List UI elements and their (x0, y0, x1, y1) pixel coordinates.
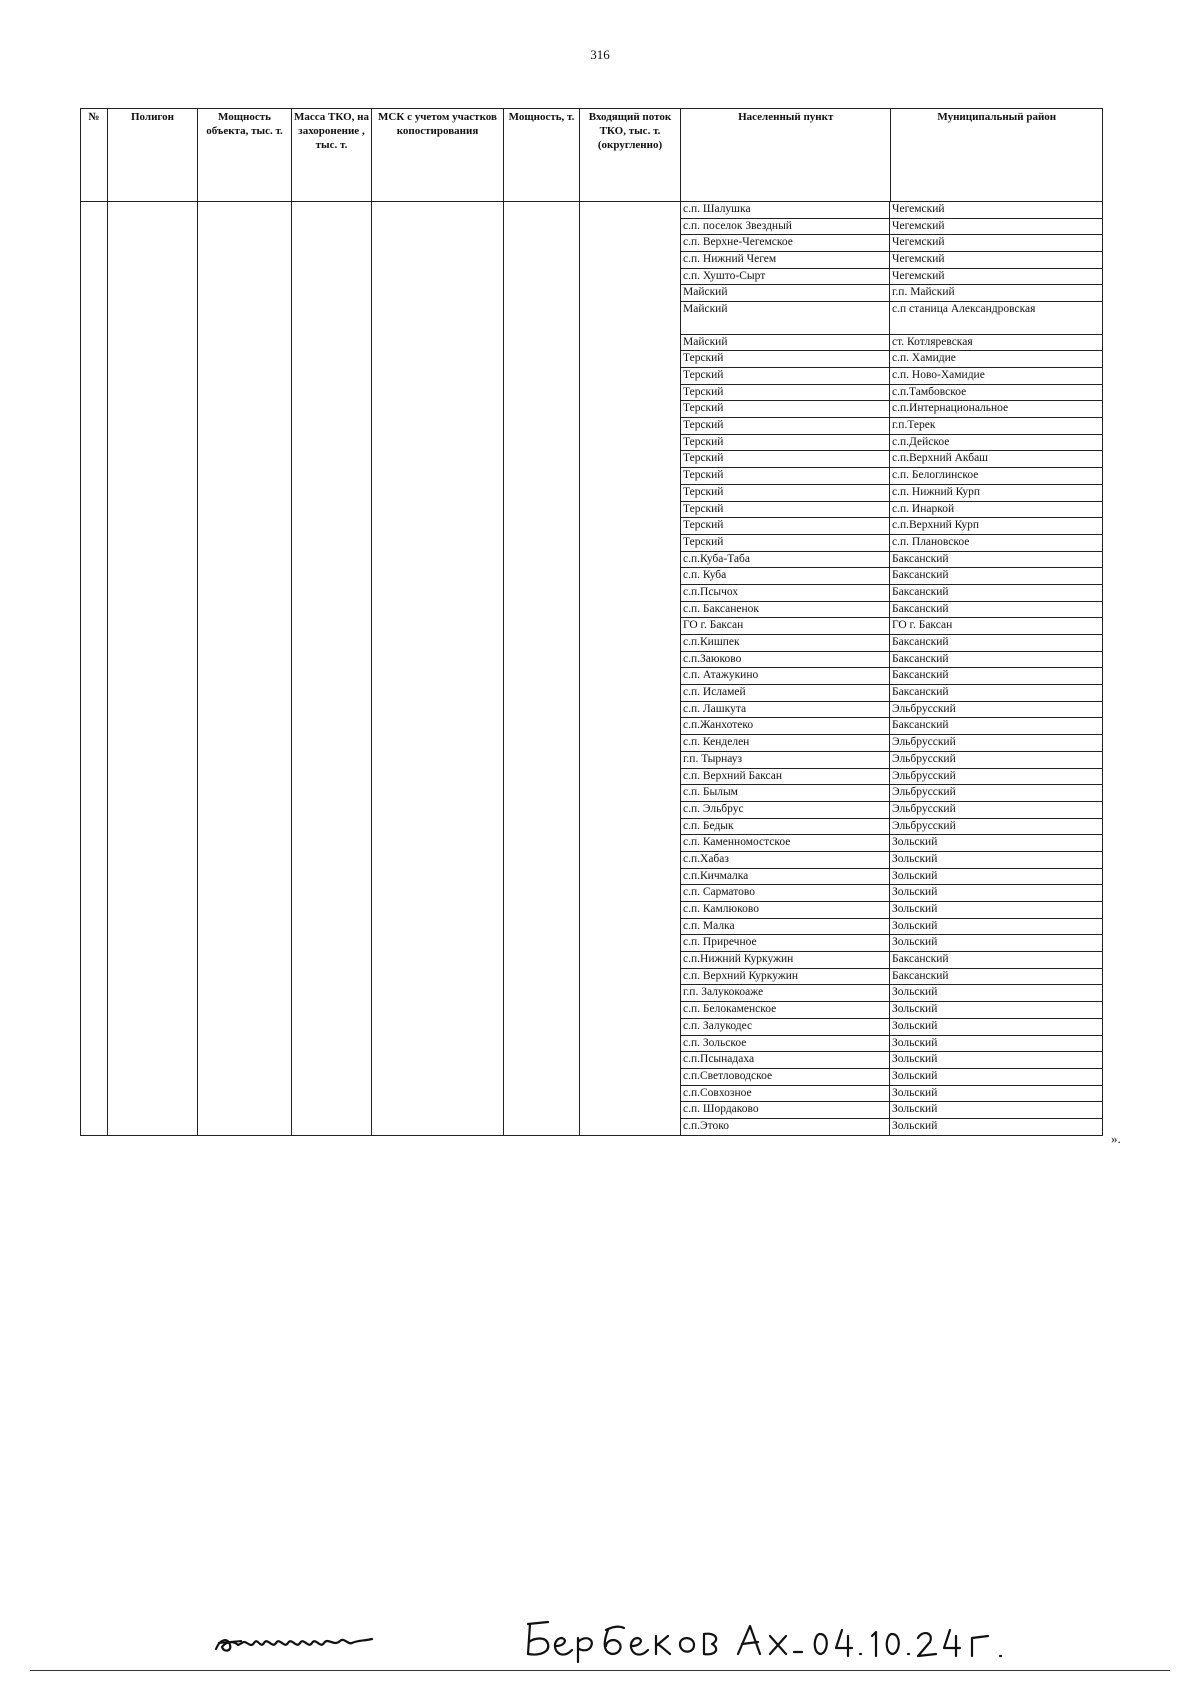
settlement-name: с.п. поселок Звездный (681, 218, 890, 235)
table-row (681, 685, 1102, 702)
table-row (681, 351, 1102, 368)
municipal-district: Чегемский (890, 235, 1103, 252)
municipal-district: Зольский (890, 935, 1103, 952)
municipal-district: ГО г. Баксан (890, 618, 1103, 635)
municipal-district: Эльбрусский (890, 751, 1103, 768)
settlement-name: Терский (681, 434, 890, 451)
closing-quote-mark: ». (1111, 1131, 1121, 1146)
settlement-name: Терский (681, 368, 890, 385)
municipal-district: Баксанский (890, 651, 1103, 668)
table-row (681, 918, 1102, 935)
cell-number (81, 202, 108, 1136)
settlement-name: с.п. Шордаково (681, 1102, 890, 1119)
cell-landfill (108, 202, 198, 1136)
table-row (681, 1118, 1102, 1134)
table-row (681, 701, 1102, 718)
municipal-district: с.п станица Александровская (890, 302, 1103, 335)
table-row (681, 384, 1102, 401)
table-row (681, 434, 1102, 451)
municipal-district: Чегемский (890, 252, 1103, 269)
municipal-district: Зольский (890, 851, 1103, 868)
settlement-name: с.п. Белокаменское (681, 1002, 890, 1019)
municipal-district: с.п. Белоглинское (890, 468, 1103, 485)
table-row (681, 785, 1102, 802)
municipal-district: Зольский (890, 1052, 1103, 1069)
municipal-district: Зольский (892, 1119, 938, 1132)
header-landfill: Полигон (108, 109, 198, 202)
settlement-name: с.п. Нижний Чегем (681, 252, 890, 269)
settlement-name: с.п.Кичмалка (681, 868, 890, 885)
header-capacity: Мощность, т. (504, 109, 580, 202)
cell-disposal-mass (292, 202, 372, 1136)
table-row (681, 668, 1102, 685)
municipal-district: с.п.Верхний Курп (890, 518, 1103, 535)
table-row (681, 218, 1102, 235)
settlement-name: Терский (681, 518, 890, 535)
settlement-list (681, 202, 1102, 1135)
municipal-district: с.п.Верхний Акбаш (890, 451, 1103, 468)
settlement-name: г.п. Залукокоаже (681, 985, 890, 1002)
municipal-district: Зольский (890, 1085, 1103, 1102)
table-row (681, 1085, 1102, 1102)
table-row (681, 1002, 1102, 1019)
municipal-district: Зольский (890, 918, 1103, 935)
municipal-district: Баксанский (890, 718, 1103, 735)
table-row (681, 835, 1102, 852)
municipal-district: Зольский (890, 1002, 1103, 1019)
municipal-district: Баксанский (890, 551, 1103, 568)
table-row (681, 468, 1102, 485)
settlement-name: с.п. Приречное (681, 935, 890, 952)
header-settlement: Населенный пункт (681, 109, 891, 202)
header-number: № (81, 109, 108, 202)
table-row (681, 751, 1102, 768)
table-row (681, 418, 1102, 435)
municipal-district: г.п.Терек (890, 418, 1103, 435)
table-row (681, 285, 1102, 302)
municipal-district: Эльбрусский (890, 818, 1103, 835)
settlement-name: с.п. Лашкута (681, 701, 890, 718)
table-row (681, 952, 1102, 969)
table-row (681, 302, 1102, 335)
settlement-name: с.п. Залукодес (681, 1018, 890, 1035)
settlement-name: с.п. Зольское (681, 1035, 890, 1052)
table-row (681, 935, 1102, 952)
header-facility-capacity: Мощность объекта, тыс. т. (198, 109, 292, 202)
table-row (681, 551, 1102, 568)
table-row (681, 635, 1102, 652)
table-row (681, 601, 1102, 618)
municipal-district: Зольский (890, 985, 1103, 1002)
municipal-district: Эльбрусский (890, 768, 1103, 785)
municipal-district: Зольский (890, 885, 1103, 902)
table-row (681, 768, 1102, 785)
municipal-district: с.п.Интернациональное (890, 401, 1103, 418)
municipal-district: Зольский (890, 835, 1103, 852)
table-body-row (81, 202, 1103, 1136)
table-row (681, 1035, 1102, 1052)
municipal-district: с.п.Тамбовское (890, 384, 1103, 401)
municipal-district: Зольский (890, 902, 1103, 919)
municipal-district: Баксанский (890, 968, 1103, 985)
settlement-name: с.п. Эльбрус (681, 801, 890, 818)
table-row (681, 334, 1102, 351)
settlement-name: Майский (681, 334, 890, 351)
table-row (681, 484, 1102, 501)
municipal-district: Баксанский (890, 685, 1103, 702)
settlement-name: с.п. Малка (681, 918, 890, 935)
municipal-district: с.п. Ново-Хамидие (890, 368, 1103, 385)
cell-facility-capacity (198, 202, 292, 1136)
settlement-name: с.п. Камлюково (681, 902, 890, 919)
municipal-district: с.п. Хамидие (890, 351, 1103, 368)
municipal-district: Зольский (890, 868, 1103, 885)
settlement-name: с.п. Верхний Куркужин (681, 968, 890, 985)
signature (212, 1621, 412, 1661)
settlement-name: с.п. Баксаненок (681, 601, 890, 618)
municipal-district: Баксанский (890, 584, 1103, 601)
settlement-name: с.п.Псычох (681, 584, 890, 601)
settlement-name: Терский (681, 468, 890, 485)
settlement-name: Терский (681, 384, 890, 401)
settlement-name: с.п. Хушто-Сырт (681, 268, 890, 285)
settlement-name: с.п. Былым (681, 785, 890, 802)
cell-capacity (504, 202, 580, 1136)
table-row (681, 618, 1102, 635)
municipal-district: с.п. Нижний Курп (890, 484, 1103, 501)
table-row (681, 902, 1102, 919)
settlement-name: Майский (681, 285, 890, 302)
settlement-name: с.п. Сарматово (681, 885, 890, 902)
municipal-district: Чегемский (890, 202, 1103, 218)
settlement-name: г.п. Тырнауз (681, 751, 890, 768)
table-row (681, 651, 1102, 668)
table-row (681, 268, 1102, 285)
municipal-district: Чегемский (890, 268, 1103, 285)
settlement-name: ГО г. Баксан (681, 618, 890, 635)
settlement-name: Терский (681, 534, 890, 551)
municipal-district: Эльбрусский (890, 735, 1103, 752)
municipal-district: Эльбрусский (890, 701, 1103, 718)
table-row (681, 1018, 1102, 1035)
table-row (681, 885, 1102, 902)
settlement-name: Терский (681, 351, 890, 368)
municipal-district: Эльбрусский (890, 785, 1103, 802)
page-number: 316 (590, 47, 610, 62)
settlement-name: с.п.Этоко (681, 1118, 890, 1134)
table-row (681, 401, 1102, 418)
bottom-rule (30, 1670, 1170, 1671)
settlement-name: с.п. Верхний Баксан (681, 768, 890, 785)
table-row (681, 1102, 1102, 1119)
municipal-district: Зольский (890, 1068, 1103, 1085)
header-municipal-district: Муниципальный район (891, 109, 1103, 202)
header-msk: МСК с учетом участков копостирования (372, 109, 504, 202)
municipal-district: Чегемский (890, 218, 1103, 235)
table-header-row (81, 109, 1103, 202)
table-row (681, 368, 1102, 385)
municipal-district: с.п.Дейское (890, 434, 1103, 451)
settlement-name: с.п.Псынадаха (681, 1052, 890, 1069)
table-row (681, 568, 1102, 585)
settlement-name: Терский (681, 401, 890, 418)
table-row (681, 1052, 1102, 1069)
municipal-district: Зольский (890, 1102, 1103, 1119)
settlement-name: с.п.Жанхотеко (681, 718, 890, 735)
settlement-name: с.п.Нижний Куркужин (681, 952, 890, 969)
table-row (681, 868, 1102, 885)
settlement-name: с.п.Хабаз (681, 851, 890, 868)
settlement-name: Терский (681, 501, 890, 518)
municipal-district: ст. Котляревская (890, 334, 1103, 351)
settlement-name: с.п.Заюково (681, 651, 890, 668)
municipal-district: г.п. Майский (890, 285, 1103, 302)
table-row (681, 1068, 1102, 1085)
settlement-name: Терский (681, 418, 890, 435)
table-row (681, 518, 1102, 535)
settlement-list-cell (681, 202, 1103, 1136)
cell-msk (372, 202, 504, 1136)
settlement-name: с.п.Кишпек (681, 635, 890, 652)
table-row (681, 718, 1102, 735)
municipal-district: Баксанский (890, 668, 1103, 685)
settlement-name: с.п. Куба (681, 568, 890, 585)
settlement-name: с.п. Атажукино (681, 668, 890, 685)
settlement-name: с.п. Каменномостское (681, 835, 890, 852)
header-disposal-mass: Масса ТКО, на захоронение , тыс. т. (292, 109, 372, 202)
settlement-name: с.п.Куба-Таба (681, 551, 890, 568)
table-row (681, 451, 1102, 468)
municipal-district: Эльбрусский (890, 801, 1103, 818)
table-row (681, 252, 1102, 269)
table-row (681, 501, 1102, 518)
table-row (681, 968, 1102, 985)
municipal-district: Зольский (890, 1035, 1103, 1052)
table-row (681, 801, 1102, 818)
settlement-name: с.п. Верхне-Чегемское (681, 235, 890, 252)
table-row (681, 534, 1102, 551)
settlement-name: Терский (681, 484, 890, 501)
table-row (681, 851, 1102, 868)
settlement-name: с.п. Бедык (681, 818, 890, 835)
table-row (681, 818, 1102, 835)
handwritten-note (520, 1612, 1060, 1664)
settlement-name: с.п.Светловодское (681, 1068, 890, 1085)
municipal-district: Баксанский (890, 952, 1103, 969)
table-row (681, 584, 1102, 601)
settlement-name: с.п. Кенделен (681, 735, 890, 752)
municipal-district: Зольский (890, 1018, 1103, 1035)
municipal-district: Баксанский (890, 601, 1103, 618)
settlement-name: с.п. Исламей (681, 685, 890, 702)
table-row (681, 202, 1102, 218)
header-incoming-flow: Входящий поток ТКО, тыс. т. (округленно) (580, 109, 681, 202)
cell-incoming-flow (580, 202, 681, 1136)
settlement-name: Терский (681, 451, 890, 468)
settlement-name: с.п.Совхозное (681, 1085, 890, 1102)
settlement-name: Майский (681, 302, 890, 335)
municipal-district: Баксанский (890, 568, 1103, 585)
table-row (681, 735, 1102, 752)
waste-table (80, 108, 1103, 1136)
table-row (681, 235, 1102, 252)
municipal-district: Баксанский (890, 635, 1103, 652)
municipal-district: с.п. Плановское (890, 534, 1103, 551)
table-row (681, 985, 1102, 1002)
municipal-district: с.п. Инаркой (890, 501, 1103, 518)
settlement-name: с.п. Шалушка (681, 202, 890, 218)
